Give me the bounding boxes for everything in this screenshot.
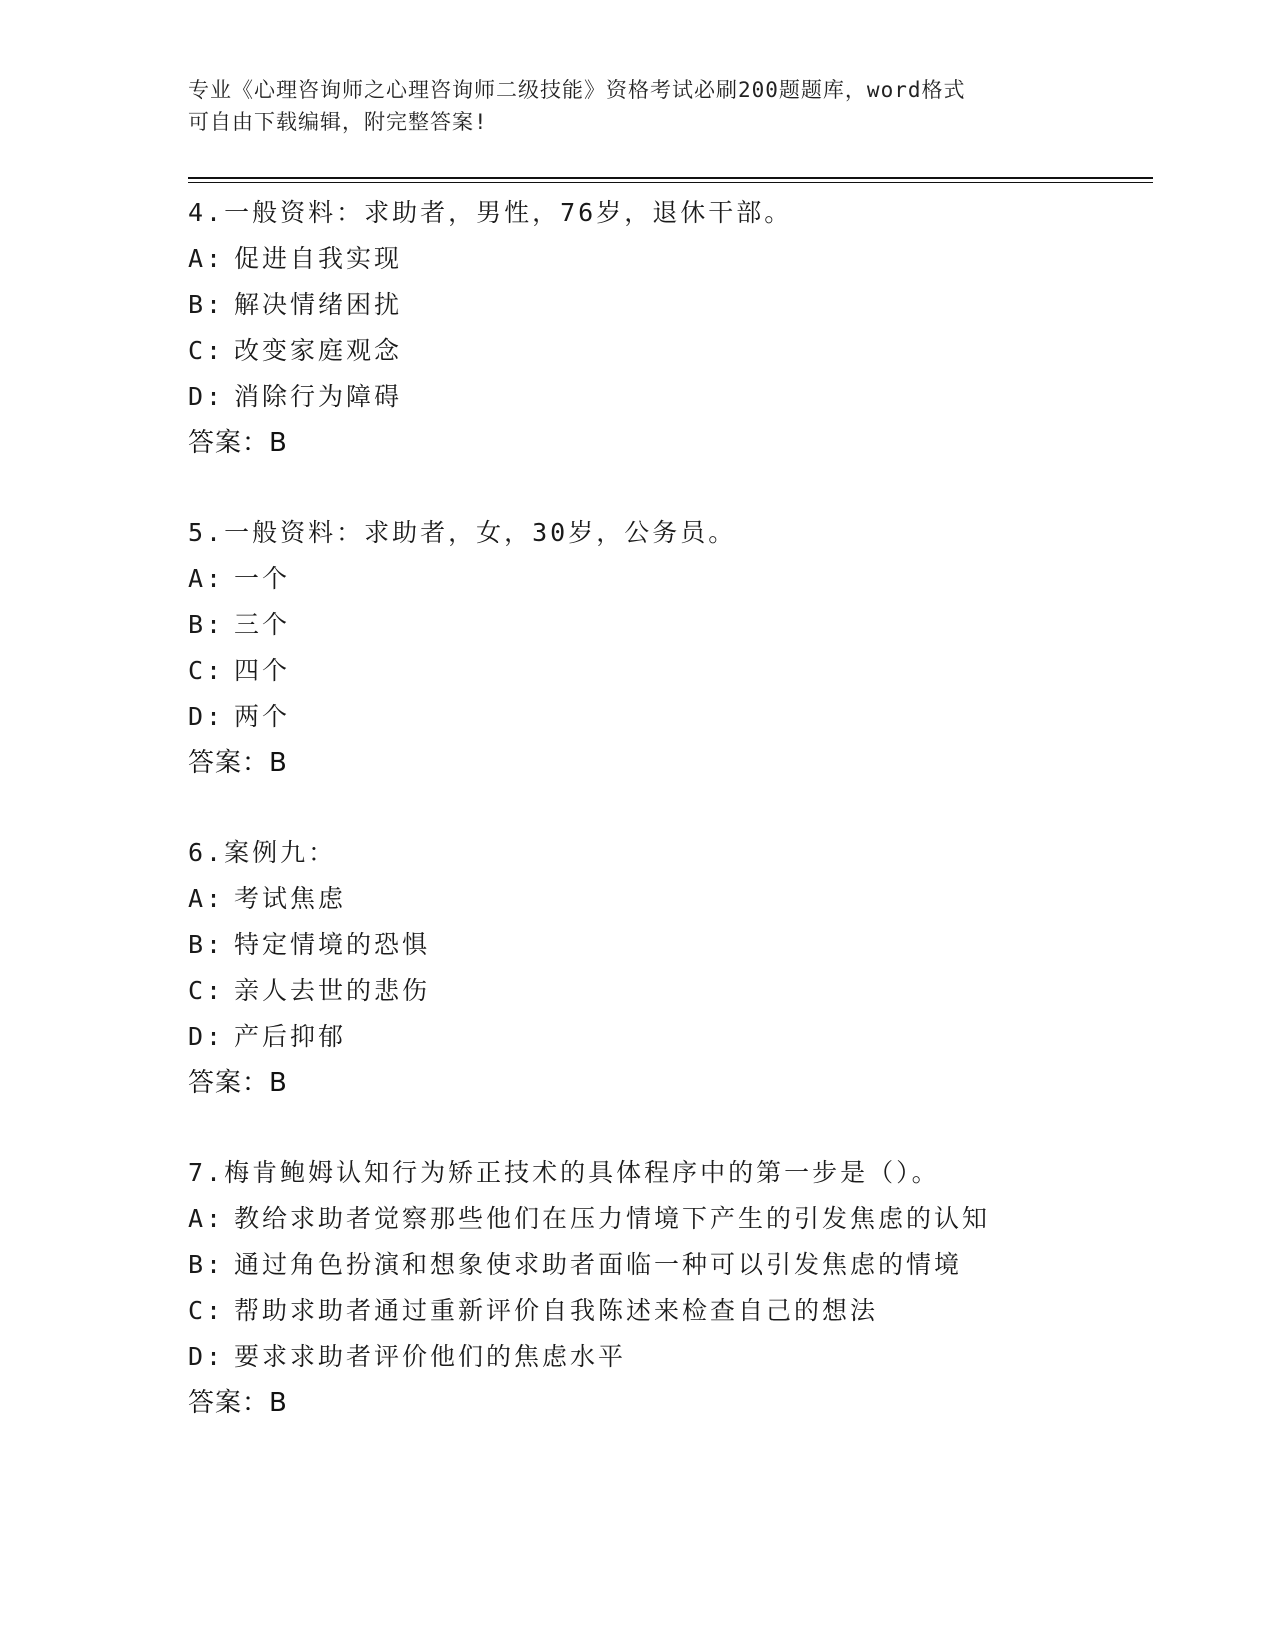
question-4: [188, 190, 1148, 466]
header-divider-thick: [188, 177, 1153, 179]
answer-line: 答案：B: [188, 1388, 288, 1418]
option-letter: B:: [188, 1250, 225, 1279]
option-c: [188, 648, 1148, 694]
question-stem: 7.梅肯鲍姆认知行为矫正技术的具体程序中的第一步是（）。: [188, 1158, 940, 1187]
option-text: 产后抑郁: [234, 1022, 347, 1051]
option-letter: D:: [188, 382, 225, 411]
option-a: [188, 1196, 1148, 1242]
option-c: [188, 328, 1148, 374]
option-letter: B:: [188, 930, 225, 959]
option-d: [188, 694, 1148, 740]
question-list: [188, 190, 1148, 1470]
option-letter: A:: [188, 244, 225, 273]
option-a: [188, 556, 1148, 602]
option-b: [188, 602, 1148, 648]
option-text: 改变家庭观念: [234, 336, 403, 365]
option-letter: A:: [188, 884, 225, 913]
option-letter: D:: [188, 702, 225, 731]
question-stem: 5.一般资料：求助者，女，30岁，公务员。: [188, 518, 737, 547]
option-text: 亲人去世的悲伤: [234, 976, 431, 1005]
answer-line: 答案：B: [188, 1068, 288, 1098]
question-7: [188, 1150, 1148, 1426]
header-divider-thin: [188, 182, 1153, 183]
option-a: [188, 236, 1148, 282]
option-letter: B:: [188, 610, 225, 639]
option-letter: C:: [188, 656, 225, 685]
question-5: [188, 510, 1148, 786]
option-text: 四个: [234, 656, 291, 685]
option-c: [188, 1288, 1148, 1334]
option-text: 三个: [234, 610, 291, 639]
question-stem: 6.案例九：: [188, 838, 337, 867]
option-d: [188, 1334, 1148, 1380]
option-letter: C:: [188, 336, 225, 365]
option-letter: D:: [188, 1342, 225, 1371]
question-6: [188, 830, 1148, 1106]
header-line-1: 专业《心理咨询师之心理咨询师二级技能》资格考试必刷200题题库，word格式: [188, 78, 966, 102]
option-text: 一个: [234, 564, 291, 593]
option-text: 通过角色扮演和想象使求助者面临一种可以引发焦虑的情境: [234, 1250, 963, 1279]
option-text: 考试焦虑: [234, 884, 347, 913]
answer-line: 答案：B: [188, 748, 288, 778]
option-text: 特定情境的恐惧: [234, 930, 431, 959]
option-b: [188, 282, 1148, 328]
option-text: 解决情绪困扰: [234, 290, 403, 319]
option-text: 教给求助者觉察那些他们在压力情境下产生的引发焦虑的认知: [234, 1204, 991, 1233]
option-text: 要求求助者评价他们的焦虑水平: [234, 1342, 627, 1371]
option-letter: A:: [188, 564, 225, 593]
option-c: [188, 968, 1148, 1014]
option-a: [188, 876, 1148, 922]
option-letter: D:: [188, 1022, 225, 1051]
option-letter: A:: [188, 1204, 225, 1233]
answer-line: 答案：B: [188, 428, 288, 458]
option-letter: C:: [188, 976, 225, 1005]
header-line-2: 可自由下载编辑，附完整答案!: [188, 110, 488, 134]
option-letter: C:: [188, 1296, 225, 1325]
option-text: 两个: [234, 702, 291, 731]
option-d: [188, 374, 1148, 420]
option-b: [188, 1242, 1148, 1288]
question-stem: 4.一般资料：求助者，男性，76岁，退休干部。: [188, 198, 793, 227]
option-text: 帮助求助者通过重新评价自我陈述来检查自己的想法: [234, 1296, 879, 1325]
option-text: 消除行为障碍: [234, 382, 403, 411]
option-text: 促进自我实现: [234, 244, 403, 273]
document-header: [188, 74, 1088, 138]
option-b: [188, 922, 1148, 968]
option-letter: B:: [188, 290, 225, 319]
option-d: [188, 1014, 1148, 1060]
